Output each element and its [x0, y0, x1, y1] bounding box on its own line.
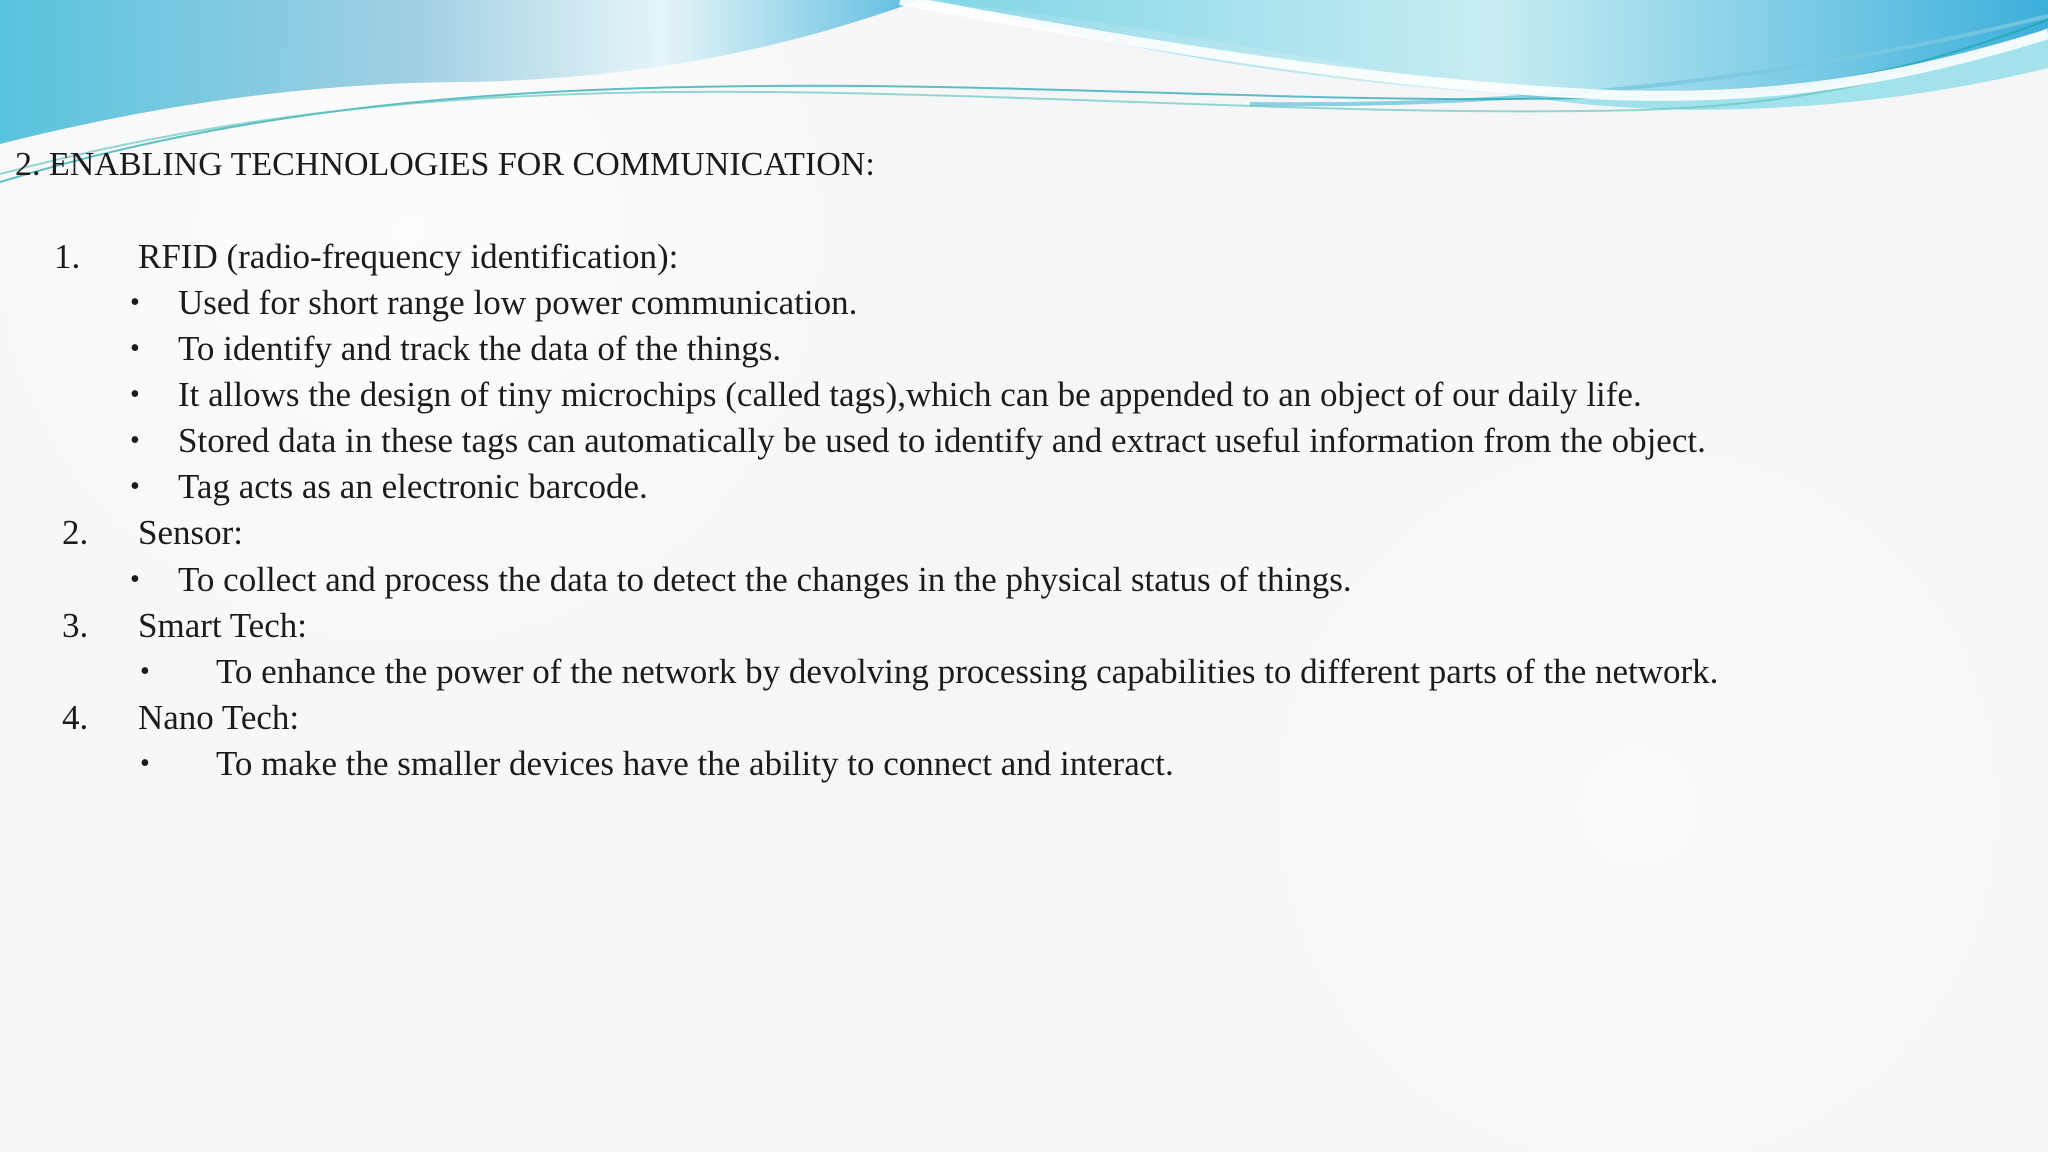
slide-title: 2. ENABLING TECHNOLOGIES FOR COMMUNICATION: — [15, 146, 875, 183]
bullet-marker: • — [130, 425, 140, 456]
bullet-marker: • — [130, 471, 140, 502]
bullet-marker: • — [130, 287, 140, 318]
list-number-4: 4. — [62, 698, 89, 737]
bullet-marker: • — [140, 656, 150, 687]
bullet-marker: • — [130, 379, 140, 410]
list-item: To make the smaller devices have the ability to connect and interact. — [216, 744, 1174, 783]
list-item: It allows the design of tiny microchips (called tags),which can be appended to an object of our daily life. — [178, 375, 1642, 414]
bullet-marker: • — [130, 564, 140, 595]
list-number-2: 2. — [62, 513, 89, 552]
list-item: To identify and track the data of the things. — [178, 329, 782, 368]
bullet-marker: • — [140, 748, 150, 779]
list-heading-nano-tech: Nano Tech: — [138, 698, 300, 737]
list-item: To enhance the power of the network by devolving processing capabilities to different parts of the network. — [216, 652, 1719, 691]
list-item: Tag acts as an electronic barcode. — [178, 467, 648, 506]
list-heading-sensor: Sensor: — [138, 513, 243, 552]
bullet-marker: • — [130, 333, 140, 364]
list-number-3: 3. — [62, 606, 89, 645]
list-item: To collect and process the data to detect the changes in the physical status of things. — [178, 560, 1352, 599]
list-heading-smart-tech: Smart Tech: — [138, 606, 307, 645]
list-item: Used for short range low power communication. — [178, 283, 858, 322]
list-item: Stored data in these tags can automatically be used to identify and extract useful information from the object. — [178, 421, 1706, 460]
list-number-1: 1. — [54, 237, 81, 276]
list-heading-rfid: RFID (radio-frequency identification): — [138, 237, 679, 276]
